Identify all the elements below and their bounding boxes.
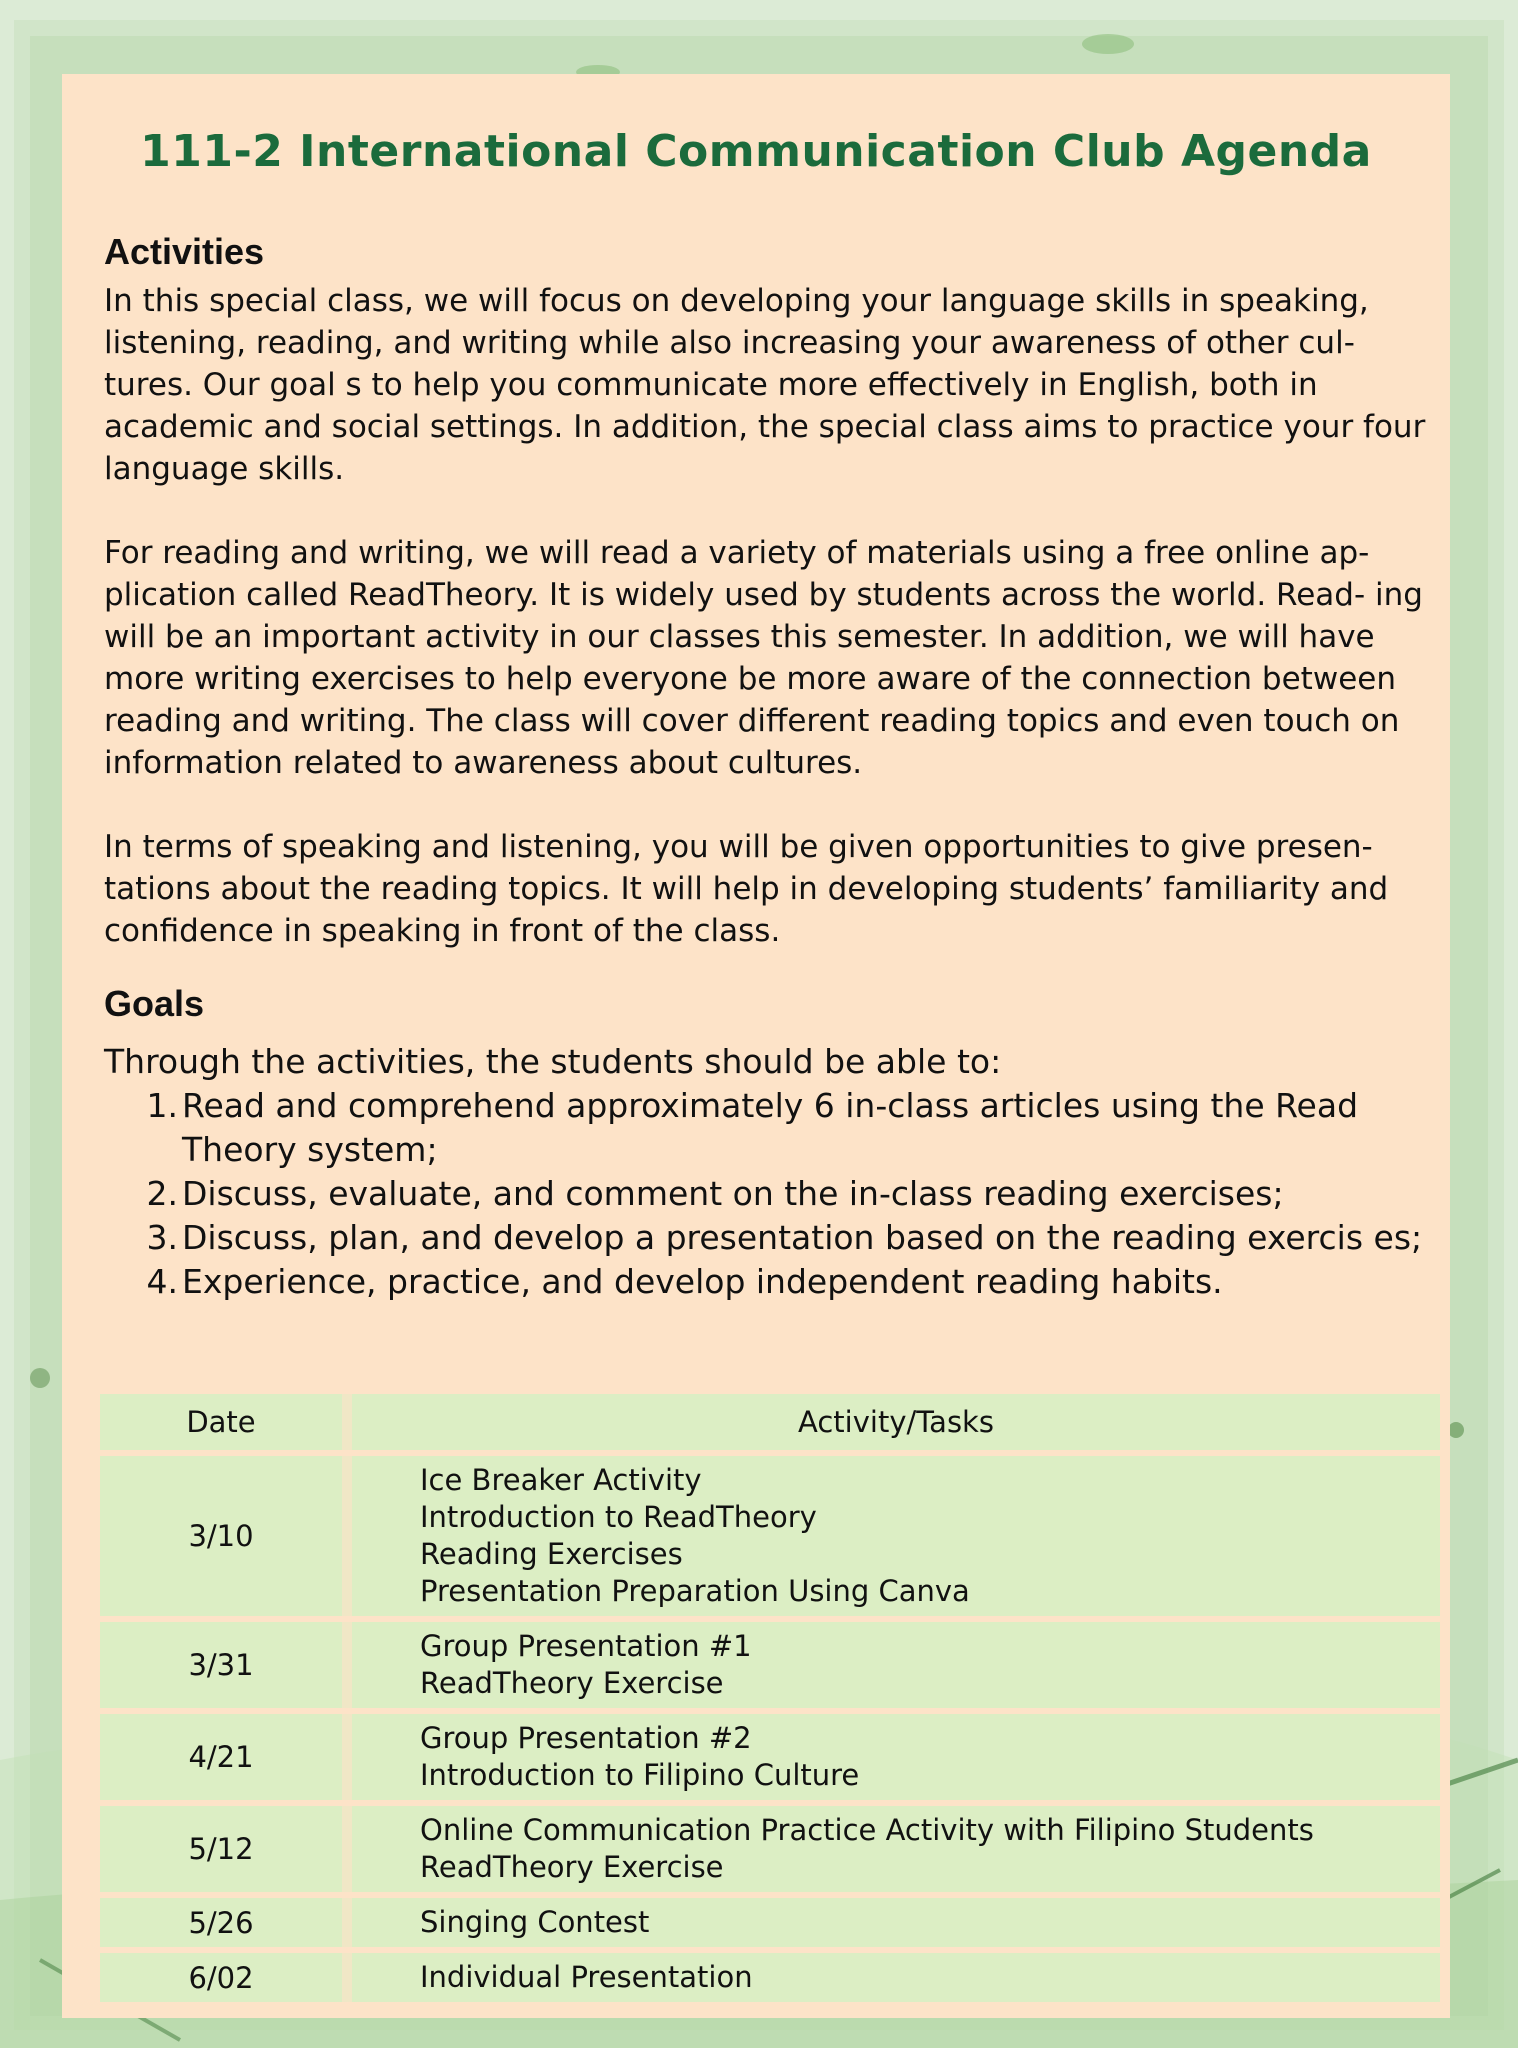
schedule-table [100,1388,1440,2008]
agenda-title: 111-2 International Communication Club Agenda [140,126,1372,177]
goal-item [104,1172,1434,1216]
task-line: Group Presentation #2 [420,1721,752,1755]
task-line: Group Presentation #1 [420,1629,752,1663]
row-date: 5/12 [100,1806,352,1892]
goal-number: 1. [146,1086,178,1125]
schedule-header-row [100,1394,1440,1450]
task-line: Singing Contest [420,1905,650,1939]
activities-paragraph-1: In this special class, we will focus on developing your language skills in speaking, listening, reading, and writing while also increasing your awareness of other cul- tures. Our goal s to help you communicate more effectively in English, both in academic and social settings. In addition, the special class aims to practice your four language skills. [104,283,1426,487]
task-line: ReadTheory Exercise [420,1666,724,1700]
goal-text: Experience, practice, and develop independent reading habits. [182,1262,1223,1301]
task-line: Introduction to Filipino Culture [420,1758,860,1792]
table-row [100,1898,1440,1947]
goal-item [104,1084,1434,1172]
row-date: 3/31 [100,1622,352,1708]
goal-text: Read and comprehend approximately 6 in-class articles using the Read Theory system; [182,1086,1359,1169]
task-line: Introduction to ReadTheory [420,1500,817,1534]
goals-heading: Goals [104,983,205,1024]
goal-text: Discuss, plan, and develop a presentation based on the reading exercis es; [182,1218,1423,1257]
row-tasks [352,1456,1440,1616]
row-tasks [352,1622,1440,1708]
goals-list [104,1084,1434,1304]
tasks-column-header: Activity/Tasks [352,1394,1440,1450]
task-line: Ice Breaker Activity [420,1463,702,1497]
row-tasks [352,1898,1440,1947]
date-column-header: Date [100,1394,352,1450]
task-line: ReadTheory Exercise [420,1850,724,1884]
goal-number: 2. [146,1174,178,1213]
goal-text: Discuss, evaluate, and comment on the in-class reading exercises; [182,1174,1284,1213]
task-line: Online Communication Practice Activity with Filipino Students [420,1813,1314,1847]
task-line: Individual Presentation [420,1960,753,1994]
table-row [100,1806,1440,1892]
activities-heading: Activities [104,231,265,272]
table-row [100,1622,1440,1708]
goal-item [104,1216,1434,1260]
row-tasks [352,1714,1440,1800]
table-row [100,1714,1440,1800]
row-date: 3/10 [100,1456,352,1616]
task-line: Reading Exercises [420,1537,683,1571]
row-date: 5/26 [100,1898,352,1947]
goal-number: 4. [146,1262,178,1301]
table-row [100,1953,1440,2002]
goals-intro: Through the activities, the students should be able to: [104,1042,1002,1081]
agenda-content [104,224,1434,1304]
row-tasks [352,1806,1440,1892]
row-date: 4/21 [100,1714,352,1800]
row-tasks [352,1953,1440,2002]
activities-paragraph-3: In terms of speaking and listening, you will be given opportunities to give presen- tations about the reading topics. It will help in developing students’ familiarity and confidence in speaking in front of the class. [104,829,1389,949]
table-row [100,1456,1440,1616]
task-line: Presentation Preparation Using Canva [420,1574,970,1608]
goal-number: 3. [146,1218,178,1257]
goal-item [104,1260,1434,1304]
activities-paragraph-2: For reading and writing, we will read a variety of materials using a free online ap- plication called ReadTheory. It is widely used by students across the world. Read- ing will be an important activity in our classes this semester. In addition, we will have more writing exercises to help everyone be more aware of the connection between reading and writing. The class will cover different reading topics and even touch on information related to awareness about cultures. [104,535,1423,781]
row-date: 6/02 [100,1953,352,2002]
